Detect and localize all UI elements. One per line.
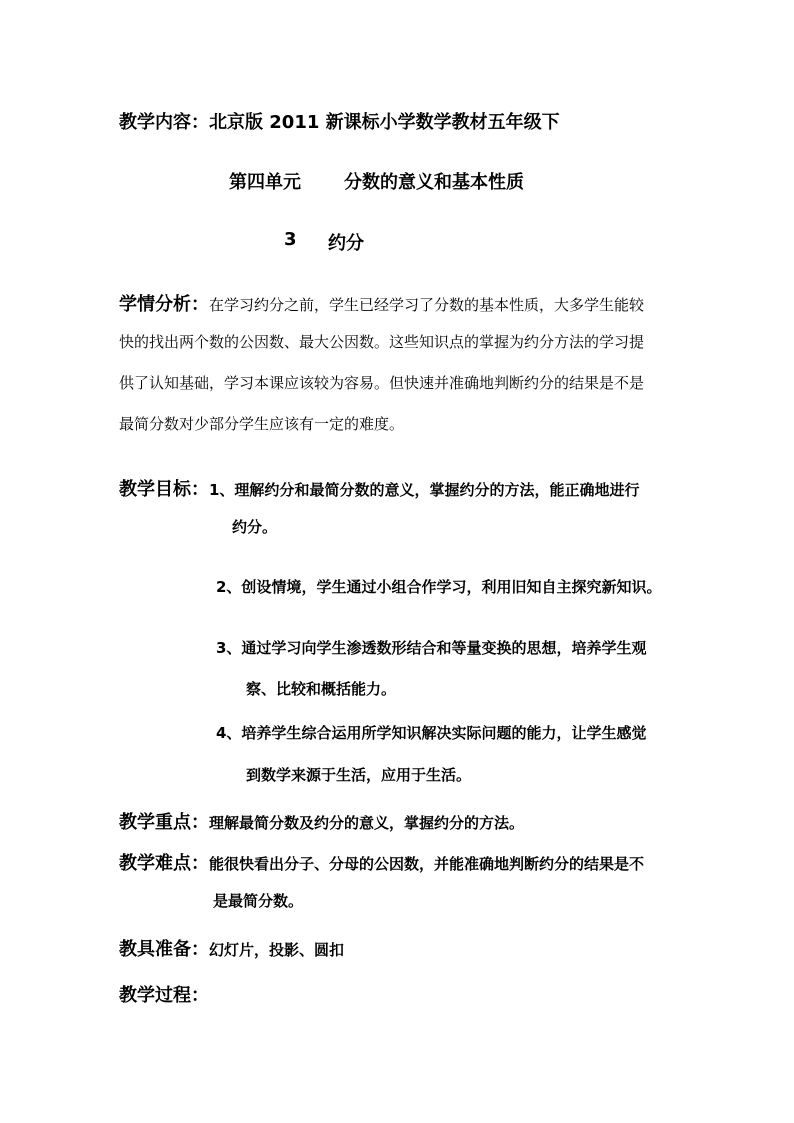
goal-1-line-2: 约分。 <box>232 518 278 536</box>
teaching-content-label: 教学内容： <box>119 112 209 133</box>
analysis-label: 学情分析： <box>119 294 209 315</box>
lesson-number: 3 <box>284 229 297 250</box>
goal-4-line-2: 到数学来源于生活，应用于生活。 <box>246 766 472 784</box>
key-point-text: 理解最简分数及约分的意义，掌握约分的方法。 <box>209 814 525 832</box>
goal-2-line-1: 2、创设情境，学生通过小组合作学习，利用旧知自主探究新知识。 <box>216 578 662 596</box>
analysis-text-4: 最简分数对少部分学生应该有一定的难度。 <box>119 415 405 433</box>
key-point-label: 教学重点： <box>119 812 209 833</box>
analysis-line-1 <box>119 290 644 316</box>
goal-4-line-1: 4、培养学生综合运用所学知识解决实际问题的能力，让学生感觉 <box>216 724 647 742</box>
goals-label: 教学目标： <box>119 479 209 500</box>
goal-3-line-2: 察、比较和概括能力。 <box>246 680 397 698</box>
difficulty-line-1 <box>119 849 644 875</box>
goal-3-line-1: 3、通过学习向学生渗透数形结合和等量变换的思想，培养学生观 <box>216 639 647 657</box>
key-point-line <box>119 808 524 834</box>
analysis-text-3: 供了认知基础，学习本课应该较为容易。但快速并准确地判断约分的结果是不是 <box>119 374 645 392</box>
teaching-content-value: 北京版 2011 新课标小学数学教材五年级下 <box>209 112 560 133</box>
goal-1-text: 1、理解约分和最简分数的意义，掌握约分的方法，能正确地进行 <box>209 481 640 499</box>
analysis-text-1: 在学习约分之前，学生已经学习了分数的基本性质，大多学生能较 <box>209 296 645 314</box>
tools-line <box>119 935 344 961</box>
goal-1-line-1 <box>119 475 639 501</box>
teaching-content-line <box>119 108 560 134</box>
tools-text: 幻灯片，投影、圆扣 <box>209 941 345 959</box>
tools-label: 教具准备： <box>119 939 209 960</box>
process-label: 教学过程： <box>119 985 209 1006</box>
unit-title: 分数的意义和基本性质 <box>344 172 524 193</box>
unit-number: 第四单元 <box>229 172 301 193</box>
analysis-text-2: 快的找出两个数的公因数、最大公因数。这些知识点的掌握为约分方法的学习提 <box>119 333 645 351</box>
difficulty-text-1: 能很快看出分子、分母的公因数，并能准确地判断约分的结果是不 <box>209 855 645 873</box>
difficulty-label: 教学难点： <box>119 853 209 874</box>
lesson-title: 约分 <box>328 233 364 254</box>
difficulty-text-2: 是最简分数。 <box>213 892 304 910</box>
